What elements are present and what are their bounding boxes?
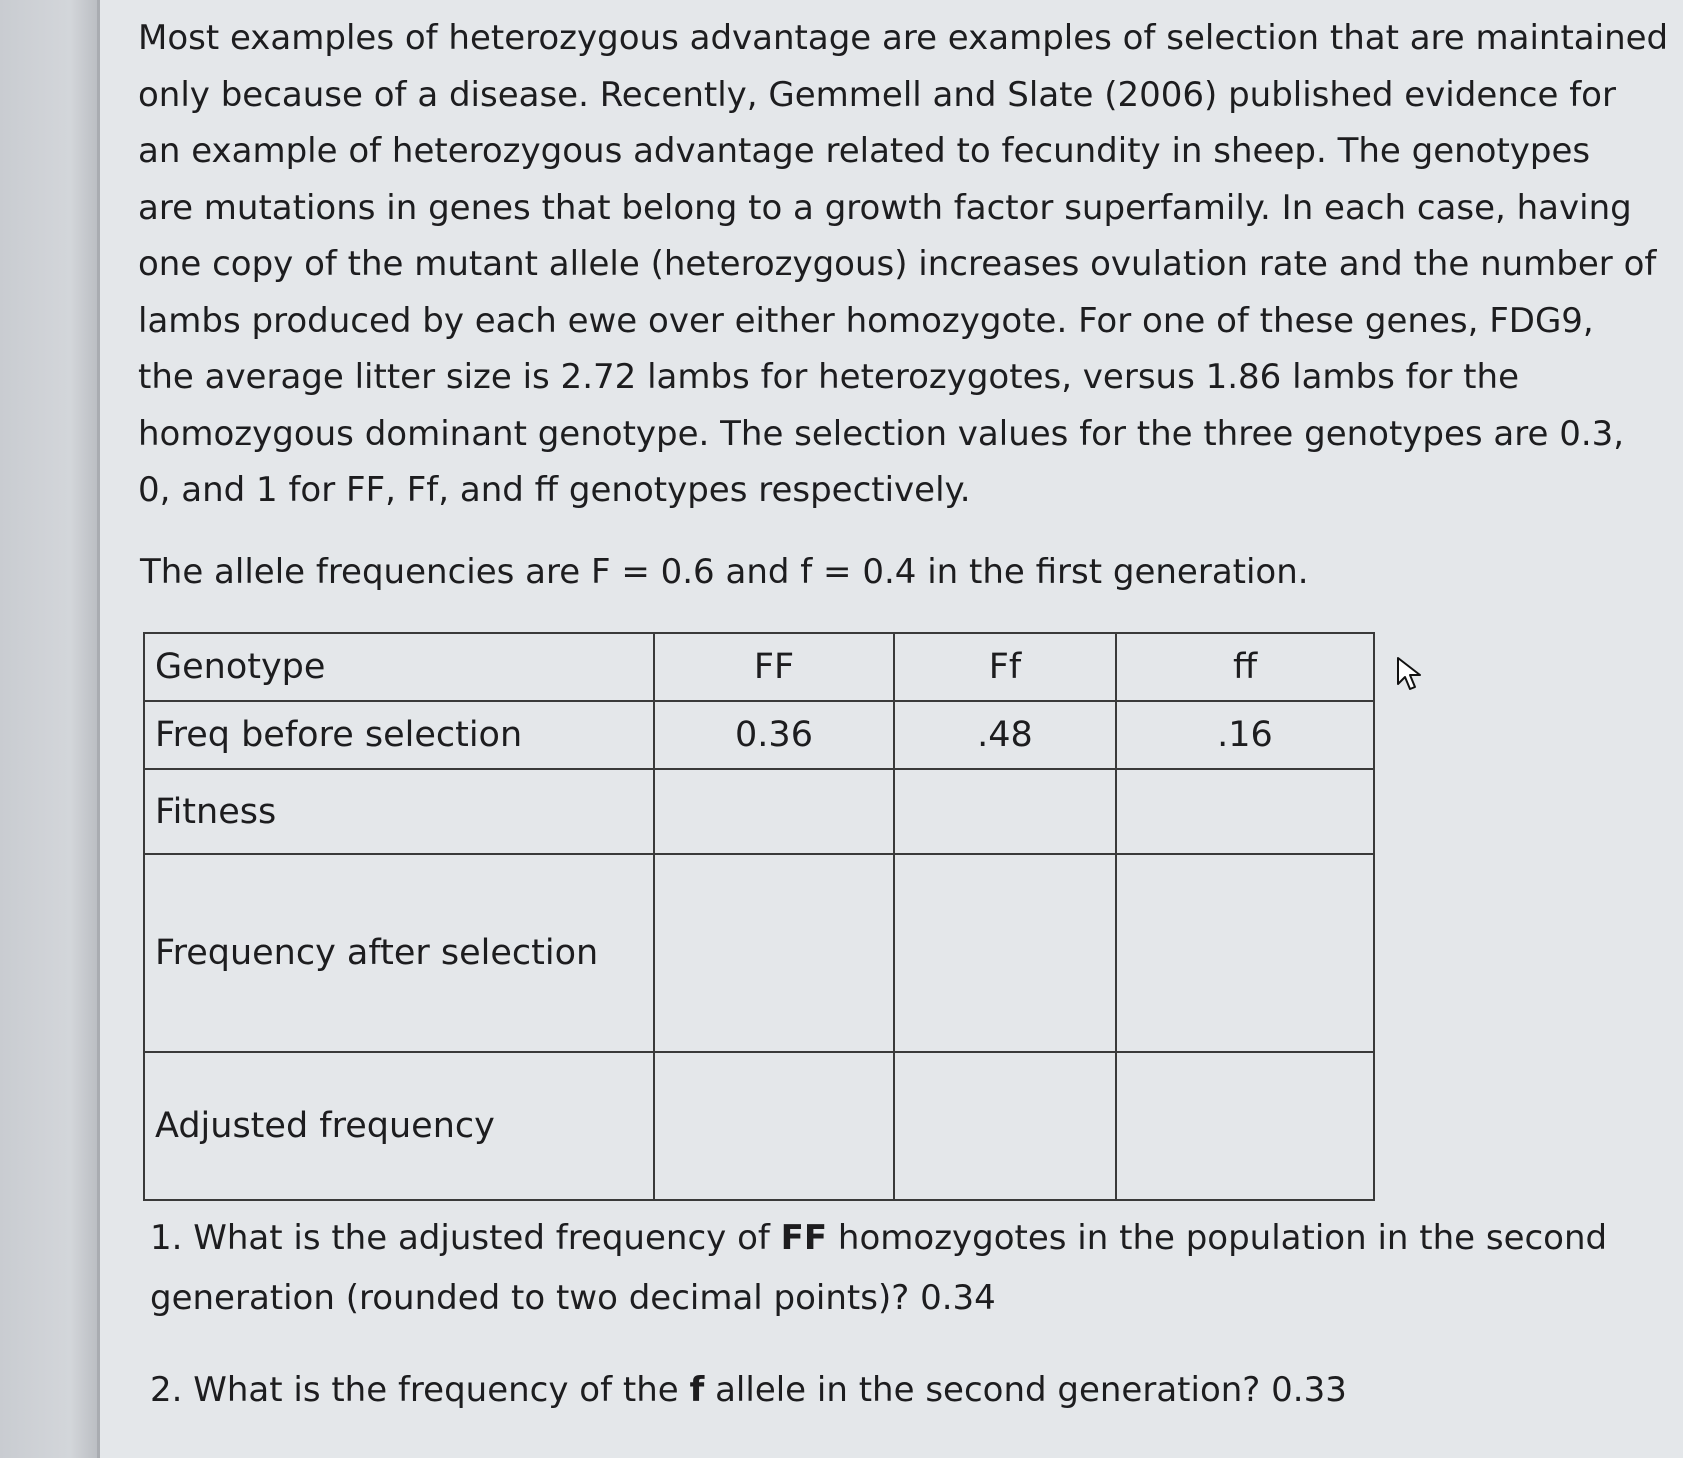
mouse-pointer-icon [1396,656,1426,696]
cell-ff: .16 [1116,701,1374,769]
paragraph-line: homozygous dominant genotype. The selection values for the three genotypes are 0.3, [138,413,1625,454]
paragraph-line: Most examples of heterozygous advantage are examples of selection that are maintained [138,18,1669,58]
row-label: Adjusted frequency [144,1052,654,1200]
cell-ff [1116,769,1374,854]
cell-FF [654,854,894,1052]
cell-ff [1116,854,1374,1052]
header-genotype: Genotype [144,633,654,701]
table-row [144,1052,1374,1200]
paragraph-line: 0, and 1 for FF, Ff, and ff genotypes respectively. [138,470,971,510]
question-2-text: 2. What is the frequency of the [150,1370,690,1410]
genotype-table [143,632,1375,1201]
row-label: Frequency after selection [144,854,654,1052]
paragraph-line: only because of a disease. Recently, Gemmell and Slate (2006) published evidence for [138,74,1616,115]
row-label: Freq before selection [144,701,654,769]
question-1 [150,1210,1607,1266]
cell-Ff: .48 [894,701,1116,769]
cell-Ff [894,854,1116,1052]
paragraph-line: one copy of the mutant allele (heterozygous) increases ovulation rate and the number of [138,244,1657,284]
question-1-text: 1. What is the adjusted frequency of [150,1218,781,1258]
table-header-row [144,633,1374,701]
table-row [144,854,1374,1052]
paragraph-line: the average litter size is 2.72 lambs for heterozygotes, versus 1.86 lambs for the [138,357,1519,397]
question-1-text-end: homozygotes in the population in the second [827,1218,1608,1258]
question-2-bold: f [689,1370,705,1410]
header-FF: FF [654,633,894,701]
allele-frequencies-text: The allele frequencies are F = 0.6 and f = 0.4 in the first generation. [140,552,1309,592]
table-row [144,701,1374,769]
header-Ff: Ff [894,633,1116,701]
question-2-text-end: allele in the second generation? 0.33 [704,1370,1347,1410]
question-1-line2: generation (rounded to two decimal points)? 0.34 [150,1278,996,1318]
cell-Ff [894,769,1116,854]
cell-FF: 0.36 [654,701,894,769]
problem-paragraph [138,10,1669,519]
paragraph-line: an example of heterozygous advantage related to fecundity in sheep. The genotypes [138,131,1591,171]
table-row [144,769,1374,854]
question-2 [150,1362,1347,1418]
cell-FF [654,1052,894,1200]
header-ff: ff [1116,633,1374,701]
cell-FF [654,769,894,854]
paragraph-line: lambs produced by each ewe over either homozygote. For one of these genes, FDG9, [138,300,1594,341]
cell-ff [1116,1052,1374,1200]
monitor-bezel [0,0,100,1458]
cell-Ff [894,1052,1116,1200]
paragraph-line: are mutations in genes that belong to a growth factor superfamily. In each case, having [138,187,1632,228]
question-1-bold: FF [780,1218,828,1258]
row-label: Fitness [144,769,654,854]
